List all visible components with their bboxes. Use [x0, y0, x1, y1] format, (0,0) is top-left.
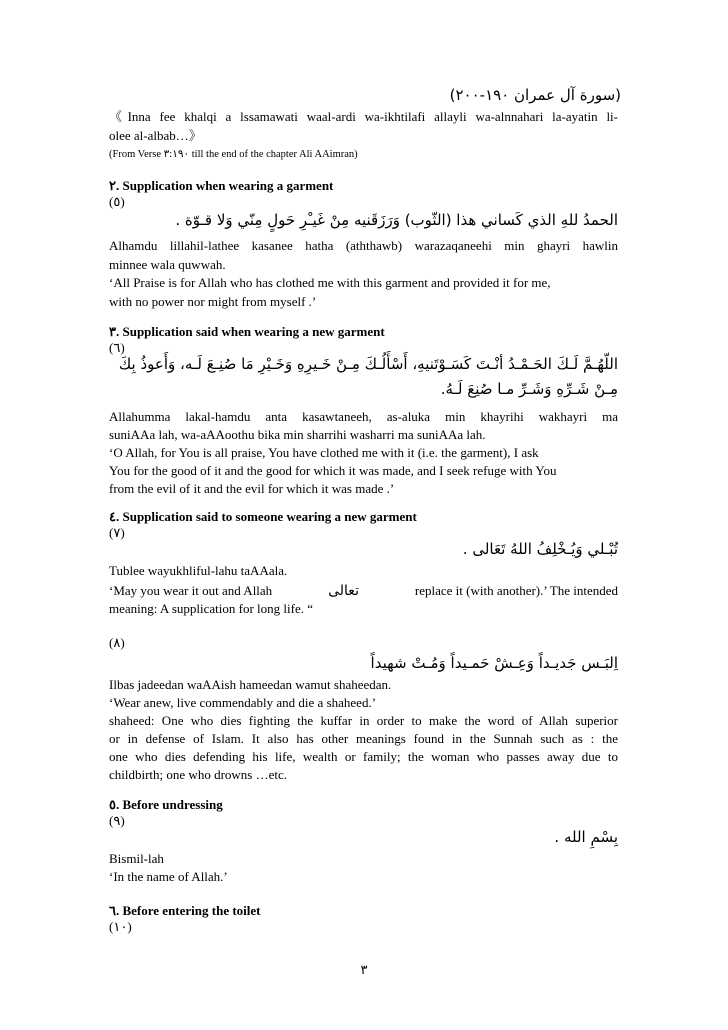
page-number: ٣ — [360, 962, 368, 977]
arabic-supplication: اللّهُـمَّ لَـكَ الحَـمْـدُ أنْـتَ كَسَـوْتَنيهِ، أَسْأَلُـكَ مِـنْ خَـيرِهِ وَخَـيْرِ مَا صُنِـعَ لَـه، وَأَعوذُ بِكَ — [118, 355, 618, 373]
transliteration-line: Allahumma lakal-hamdu anta kasawtaneeh, as-aluka min khayrihi wakhayri ma — [109, 409, 618, 424]
arabic-supplication: تُبْـلي وَيُـخْلِفُ اللهُ تَعَالى . — [462, 540, 618, 558]
note-line: childbirth; one who drowns …etc. — [109, 767, 287, 782]
arabic-supplication: اِلبَـس جَديـداً وَعِـشْ حَمـيداً وَمُـتْ شهيداً — [370, 654, 618, 672]
section-heading-4: ٤. Supplication said to someone wearing a new garment — [109, 509, 417, 524]
reference-number: (٨) — [109, 635, 125, 650]
translation-line: ‘Wear anew, live commendably and die a shaheed.’ — [109, 695, 377, 710]
quran-transliteration-line: olee al-albab…》 — [109, 128, 202, 143]
reference-number: (٦) — [109, 340, 125, 355]
arabic-supplication: مِـنْ شَـرِّهِ وَشَـرِّ مـا صُنِعَ لَـهُ. — [440, 380, 618, 398]
transliteration-line: Ilbas jadeedan waAAish hameedan wamut shaheedan. — [109, 677, 392, 692]
transliteration-line: minnee wala quwwah. — [109, 257, 226, 272]
surah-reference: (سورة آل عمران ١٩٠-٢٠٠) — [449, 86, 621, 104]
arabic-inline-text: تعالى — [328, 583, 359, 599]
reference-number: (٩) — [109, 813, 125, 828]
section-heading-5: ٥. Before undressing — [109, 797, 223, 812]
translation-text: replace it (with another).’ The intended — [414, 583, 618, 598]
transliteration-line: suniAAa lah, wa-aAAoothu bika min sharrihi washarri ma suniAAa lah. — [109, 427, 486, 442]
translation-line: ‘O Allah, for You is all praise, You have clothed me with it (i.e. the garment), I ask — [109, 445, 539, 460]
note-line: shaheed: One who dies fighting the kuffar in order to make the word of Allah superior — [109, 713, 618, 728]
section-heading-3: ٣. Supplication said when wearing a new garment — [109, 324, 385, 339]
section-heading-2: ٢. Supplication when wearing a garment — [109, 178, 334, 193]
arabic-supplication: الحمدُ للهِ الذي كَساني هذا (الثّوب) وَرَزَقَنيه مِنْ غَيـْرِ حَولٍ مِنّي وَلا قـوّة . — [175, 211, 618, 229]
quran-verse-note: (From Verse ٣:١٩٠ till the end of the chapter Ali AAimran) — [109, 149, 358, 160]
translation-text: ‘May you wear it out and Allah — [109, 583, 273, 598]
arabic-supplication: بِسْمِ الله . — [554, 828, 618, 846]
translation-line: meaning: A supplication for long life. “ — [109, 601, 313, 616]
transliteration-line: Alhamdu lillahil-lathee kasanee hatha (aththawb) warazaqaneehi min ghayri hawlin — [109, 238, 618, 253]
translation-line: with no power nor might from myself .’ — [109, 294, 317, 309]
note-line: or in defense of Islam. It also has other meanings found in the Sunnah such as : the — [109, 731, 618, 746]
transliteration-line: Tublee wayukhliful-lahu taAAala. — [109, 563, 288, 578]
translation-line: ‘In the name of Allah.’ — [109, 869, 228, 884]
section-heading-6: ٦. Before entering the toilet — [109, 903, 261, 918]
quran-transliteration-line: 《Inna fee khalqi a lssamawati waal-ardi wa-ikhtilafi allayli wa-alnnahari la-ayatin li- — [109, 109, 618, 124]
translation-line — [109, 582, 618, 600]
translation-line: from the evil of it and the evil for which it was made .’ — [109, 481, 395, 496]
translation-line: ‘All Praise is for Allah who has clothed me with this garment and provided it for me, — [109, 275, 551, 290]
transliteration-line: Bismil-lah — [109, 851, 164, 866]
note-line: one who dies defending his life, wealth or family; the woman who passes away due to — [109, 749, 618, 764]
reference-number: (٥) — [109, 194, 125, 209]
reference-number: (٧) — [109, 525, 125, 540]
reference-number: (١٠) — [109, 919, 132, 934]
translation-line: You for the good of it and the good for which it was made, and I seek refuge with You — [109, 463, 557, 478]
